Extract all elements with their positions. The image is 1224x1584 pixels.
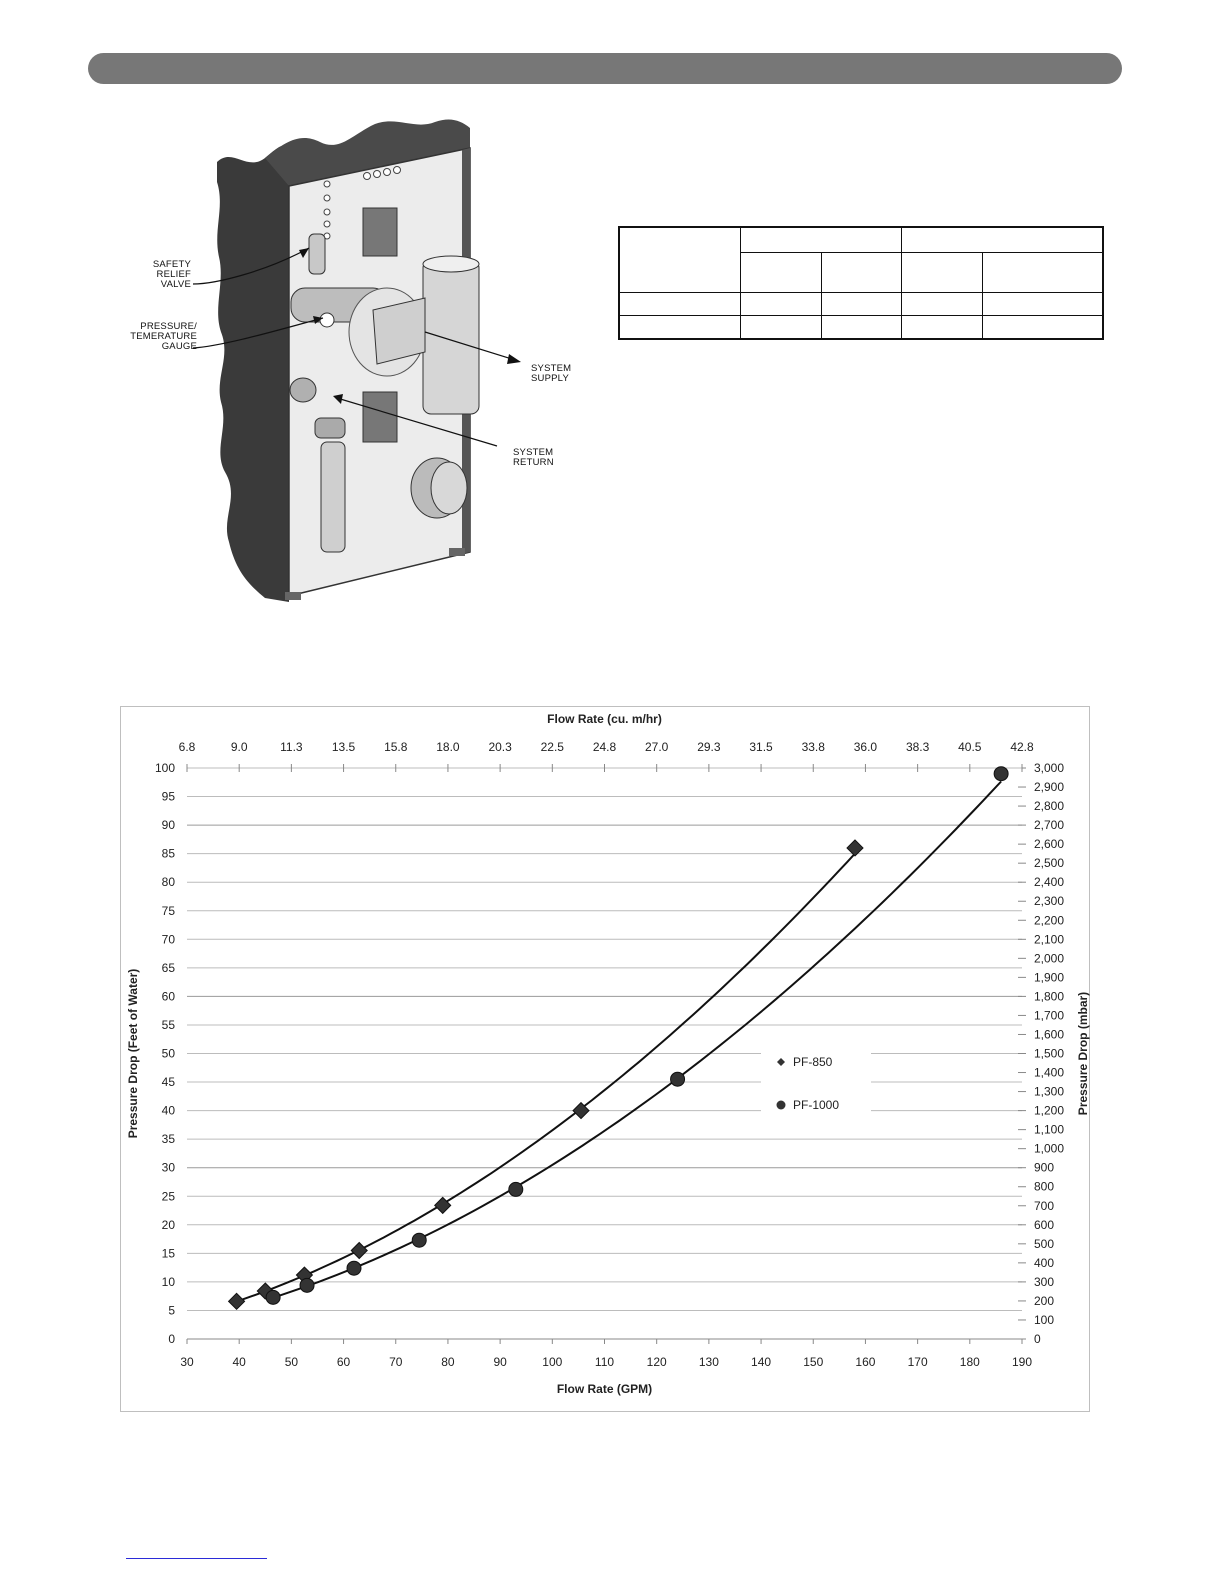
y-tick-label: 10	[161, 1274, 175, 1289]
y-tick-label: 15	[161, 1246, 175, 1261]
y-tick-label: 90	[161, 818, 175, 833]
x2-tick-label: 15.8	[384, 740, 408, 754]
y2-tick-label: 2,700	[1034, 818, 1065, 833]
y-tick-label: 75	[161, 903, 175, 918]
system-supply-label: SYSTEM SUPPLY	[531, 363, 572, 384]
y-tick-label: 45	[161, 1075, 175, 1090]
table-row	[619, 316, 1103, 339]
y-tick-label: 25	[161, 1189, 175, 1204]
data-point-circle	[347, 1261, 361, 1275]
table-header-cell	[619, 227, 741, 293]
y2-tick-label: 1,800	[1034, 989, 1065, 1004]
x2-tick-label: 6.8	[178, 740, 196, 754]
x2-tick-label: 27.0	[645, 740, 669, 754]
pressure-gauge-label: PRESSURE/ TEMERATURE GAUGE	[130, 321, 197, 352]
data-point-circle	[412, 1233, 426, 1247]
return-pipe	[290, 378, 316, 402]
x2-tick-label: 24.8	[592, 740, 617, 754]
x-tick-label: 30	[180, 1355, 194, 1369]
section-header-bar	[88, 53, 1122, 84]
y-tick-label: 70	[161, 932, 175, 947]
data-point-circle	[266, 1290, 280, 1304]
table-subheader-cell	[902, 252, 983, 292]
legend-box	[761, 1040, 871, 1130]
legend-label: PF-850	[793, 1055, 833, 1069]
y2-tick-label: 1,600	[1034, 1027, 1065, 1042]
x-tick-label: 130	[698, 1355, 719, 1369]
boiler-illustration	[125, 112, 585, 612]
x2-tick-label: 29.3	[697, 740, 721, 754]
lower-junction-box	[363, 392, 397, 442]
y2-tick-label: 1,100	[1034, 1122, 1065, 1137]
x2-tick-label: 31.5	[749, 740, 773, 754]
y2-tick-label: 1,900	[1034, 970, 1065, 985]
table-subheader-cell	[982, 252, 1103, 292]
x2-tick-label: 18.0	[436, 740, 460, 754]
x2-tick-label: 20.3	[488, 740, 512, 754]
y2-tick-label: 0	[1034, 1332, 1041, 1346]
series-curve-pf-1000	[273, 782, 1001, 1298]
y-tick-label: 80	[161, 875, 175, 890]
y2-tick-label: 1,000	[1034, 1141, 1065, 1156]
y2-tick-label: 1,700	[1034, 1008, 1065, 1023]
x2-tick-label: 36.0	[853, 740, 878, 754]
safety-relief-valve-label: SAFETY RELIEF VALVE	[152, 259, 191, 290]
cabinet-side-wall	[217, 146, 289, 602]
x-tick-label: 90	[493, 1355, 507, 1369]
x-tick-label: 120	[646, 1355, 667, 1369]
y2-tick-label: 1,400	[1034, 1065, 1065, 1080]
y2-tick-label: 2,600	[1034, 837, 1065, 852]
legend-label: PF-1000	[793, 1098, 840, 1112]
safety-relief-valve	[309, 234, 325, 274]
boiler-piping-figure	[125, 112, 585, 612]
y-tick-label: 0	[168, 1332, 175, 1346]
x-axis-title: Flow Rate (GPM)	[556, 1382, 653, 1396]
x2-tick-label: 40.5	[958, 740, 982, 754]
x2-tick-label: 38.3	[905, 740, 930, 754]
y2-tick-label: 700	[1034, 1198, 1055, 1213]
x-tick-label: 60	[336, 1355, 351, 1369]
x-tick-label: 70	[389, 1355, 403, 1369]
gas-train	[321, 442, 345, 552]
y-tick-label: 40	[161, 1103, 175, 1118]
x-tick-label: 170	[907, 1355, 928, 1369]
y2-tick-label: 1,200	[1034, 1103, 1065, 1118]
data-point-diamond	[229, 1293, 245, 1309]
y2-tick-label: 900	[1034, 1160, 1055, 1175]
x2-tick-label: 11.3	[280, 740, 303, 754]
y2-tick-label: 3,000	[1034, 761, 1065, 775]
x-tick-label: 40	[232, 1355, 246, 1369]
y-tick-label: 35	[161, 1132, 175, 1147]
y2-tick-label: 500	[1034, 1236, 1055, 1251]
table-header-cell	[902, 227, 1103, 252]
x2-tick-label: 9.0	[230, 740, 248, 754]
y2-tick-label: 100	[1034, 1312, 1055, 1327]
y2-tick-label: 2,900	[1034, 780, 1065, 795]
y2-tick-label: 600	[1034, 1217, 1055, 1232]
supply-tee	[423, 260, 479, 414]
y-tick-label: 95	[161, 789, 175, 804]
y2-axis-title: Pressure Drop (mbar)	[1076, 991, 1090, 1116]
table-subheader-cell	[821, 252, 902, 292]
y2-tick-label: 300	[1034, 1274, 1055, 1289]
y2-tick-label: 2,200	[1034, 913, 1065, 928]
x-tick-label: 110	[594, 1355, 615, 1369]
y-tick-label: 100	[154, 761, 175, 775]
system-return-label: SYSTEM RETURN	[513, 447, 554, 468]
y2-tick-label: 1,500	[1034, 1046, 1065, 1061]
y-axis-title: Pressure Drop (Feet of Water)	[126, 968, 140, 1139]
data-point-circle	[300, 1278, 314, 1292]
x-tick-label: 80	[441, 1355, 455, 1369]
y-tick-label: 65	[161, 960, 175, 975]
y2-tick-label: 2,300	[1034, 894, 1065, 909]
y2-tick-label: 1,300	[1034, 1084, 1065, 1099]
x-tick-label: 140	[751, 1355, 772, 1369]
y2-tick-label: 2,800	[1034, 799, 1065, 814]
data-point-circle	[671, 1072, 685, 1086]
y-tick-label: 85	[161, 846, 175, 861]
pressure-gauge	[320, 313, 334, 327]
y2-tick-label: 200	[1034, 1293, 1055, 1308]
x-tick-label: 190	[1011, 1355, 1033, 1369]
pressure-drop-chart	[120, 706, 1090, 1412]
x-tick-label: 160	[855, 1355, 876, 1369]
x-tick-label: 150	[803, 1355, 824, 1369]
x-tick-label: 100	[542, 1355, 563, 1369]
specification-table	[618, 226, 1104, 340]
y2-tick-label: 2,000	[1034, 951, 1065, 966]
x2-tick-label: 22.5	[540, 740, 564, 754]
table-header-cell	[741, 227, 902, 252]
y2-tick-label: 800	[1034, 1179, 1055, 1194]
y2-tick-label: 400	[1034, 1255, 1055, 1270]
upper-junction-box	[363, 208, 397, 256]
x2-tick-label: 42.8	[1010, 740, 1034, 754]
y2-tick-label: 2,100	[1034, 932, 1065, 947]
y2-tick-label: 2,400	[1034, 875, 1065, 890]
y-tick-label: 60	[161, 989, 175, 1004]
y2-tick-label: 2,500	[1034, 856, 1065, 871]
x-tick-label: 50	[284, 1355, 299, 1369]
x-tick-label: 180	[959, 1355, 980, 1369]
table-subheader-cell	[741, 252, 822, 292]
data-point-circle	[509, 1182, 523, 1196]
y-tick-label: 55	[161, 1017, 175, 1032]
footer-link-underline[interactable]	[126, 1558, 267, 1559]
data-point-circle	[994, 767, 1008, 781]
legend-marker-circle	[777, 1101, 786, 1110]
table-row	[619, 293, 1103, 316]
y-tick-label: 30	[161, 1160, 175, 1175]
pressure-drop-chart-svg	[121, 707, 1091, 1413]
x2-axis-title: Flow Rate (cu. m/hr)	[547, 712, 662, 726]
y-tick-label: 50	[161, 1046, 175, 1061]
x2-tick-label: 13.5	[331, 740, 356, 754]
x2-tick-label: 33.8	[801, 740, 825, 754]
y-tick-label: 5	[168, 1303, 175, 1318]
y-tick-label: 20	[161, 1217, 175, 1232]
data-point-diamond	[351, 1242, 367, 1258]
